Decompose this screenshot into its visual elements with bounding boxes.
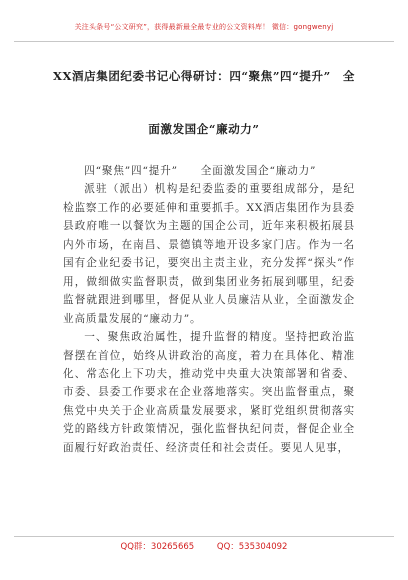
header-divider bbox=[14, 41, 394, 42]
document-title-line-2: 面激发国企“廉动力” bbox=[148, 122, 260, 136]
document-body bbox=[63, 162, 355, 457]
paragraph-intro: 派驻（派出）机构是纪委监委的重要组成部分，是纪检监察工作的必要延伸和重要抓手。XX酒店集团作为县委县政府唯一以餐饮为主题的国企公司，近年来积极拓展县内外市场，在南昌、景德镇等地开设多家门店。作为一名国有企业纪委书记，要突出主责主业，充分发挥“探头”作用，做细做实监督职责，做到集团业务拓展到哪里，纪委监督就跟进到哪里，督促从业人员廉洁从业，全面激发企业高质量发展的“廉动力”。 bbox=[63, 183, 355, 325]
qq-number-text: QQ：535304092 bbox=[216, 542, 288, 552]
header-banner: 关注头条号“公文研究”，获得最新最全最专业的公文资料库！ 微信：gongwenyj bbox=[74, 23, 334, 31]
paragraph-section-1: 一、聚焦政治属性，提升监督的精度。坚持把政治监督摆在首位，始终从讲政治的高度，着力在具体化、精准化、常态化上下功夫，推动党中央重大决策部署和省委、市委、县委工作要求在企业落地落实。突出监督重点，聚焦党中央关于企业高质量发展要求，紧盯党组织贯彻落实党的路线方针政策情况，强化监督执纪问责，督促企业全面履行好政治责任、经济责任和社会责任。要见人见事， bbox=[63, 331, 355, 454]
qq-group-text: QQ群：30265665 bbox=[120, 542, 195, 552]
document-subtitle: 四“聚焦”四“提升” 全面激发国企“廉动力” bbox=[84, 165, 317, 177]
document-title-line-1: XX酒店集团纪委书记心得研讨：四“聚焦”四“提升” 全 bbox=[52, 69, 355, 83]
footer-divider bbox=[14, 536, 394, 537]
footer-contact bbox=[0, 540, 408, 552]
